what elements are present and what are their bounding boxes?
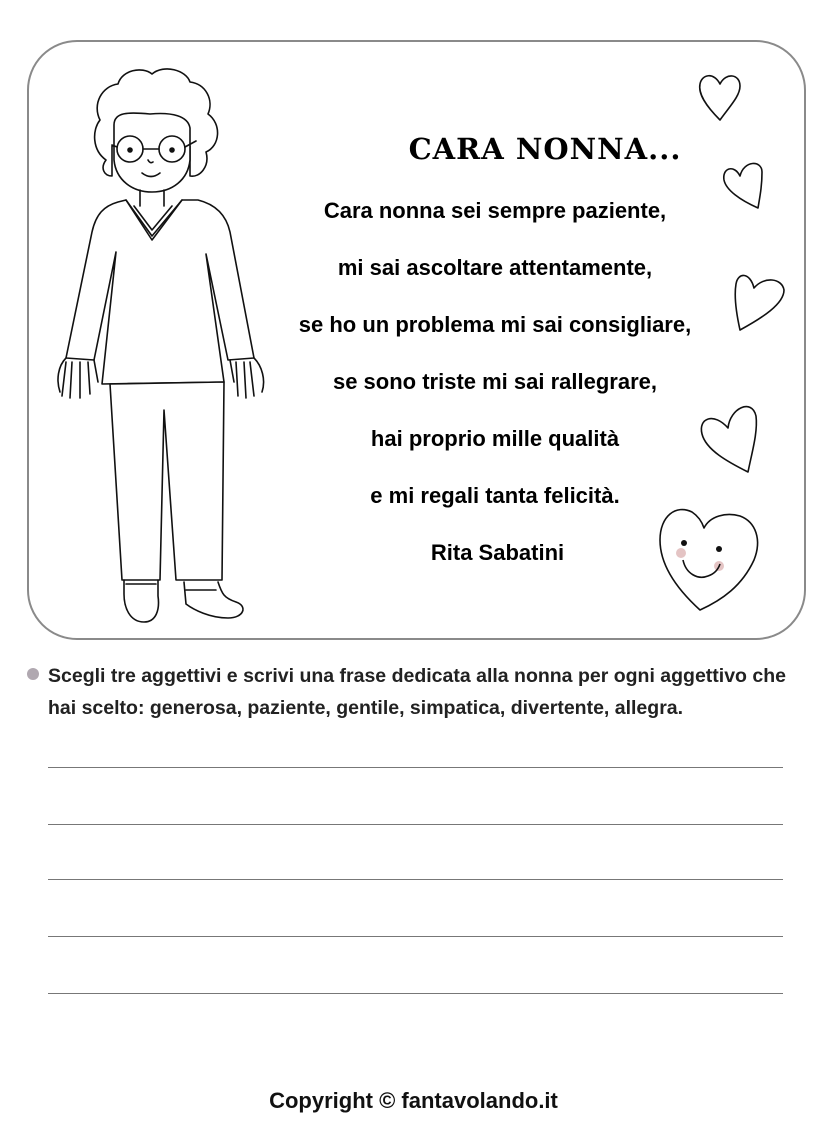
grandma-figure (58, 69, 264, 622)
answer-line-1[interactable] (48, 767, 783, 768)
poem-line-2: mi sai ascoltare attentamente, (337, 255, 653, 280)
bullet-icon (27, 668, 39, 680)
right-shoe (184, 582, 243, 618)
answer-line-3[interactable] (48, 879, 783, 880)
poem-line-6: e mi regali tanta felicità. (370, 483, 620, 508)
poem-author: Rita Sabatini (430, 540, 565, 565)
grandma-trousers (110, 382, 224, 580)
poem-line-1: Cara nonna sei sempre paziente, (323, 198, 667, 223)
left-shoe (124, 580, 158, 622)
exercise-instruction: Scegli tre aggettivi e scrivi una frase dedicata alla nonna per ogni aggettivo che hai scelto: generosa, paziente, gentile, simpatica, divertente, allegra. (48, 665, 786, 719)
grandma-face (114, 113, 190, 192)
copyright-footer: Copyright © fantavolando.it (269, 1088, 558, 1113)
answer-line-2[interactable] (48, 824, 783, 825)
poem-line-4: se sono triste mi sai rallegrare, (332, 369, 658, 394)
answer-line-4[interactable] (48, 936, 783, 937)
poem-line-5: hai proprio mille qualità (370, 426, 620, 451)
heart-icon (700, 76, 740, 120)
poem-title: CARA NONNA... (408, 132, 682, 166)
answer-line-5[interactable] (48, 993, 783, 994)
poem-line-3: se ho un problema mi sai consigliare, (298, 312, 692, 337)
left-hand (58, 358, 98, 398)
